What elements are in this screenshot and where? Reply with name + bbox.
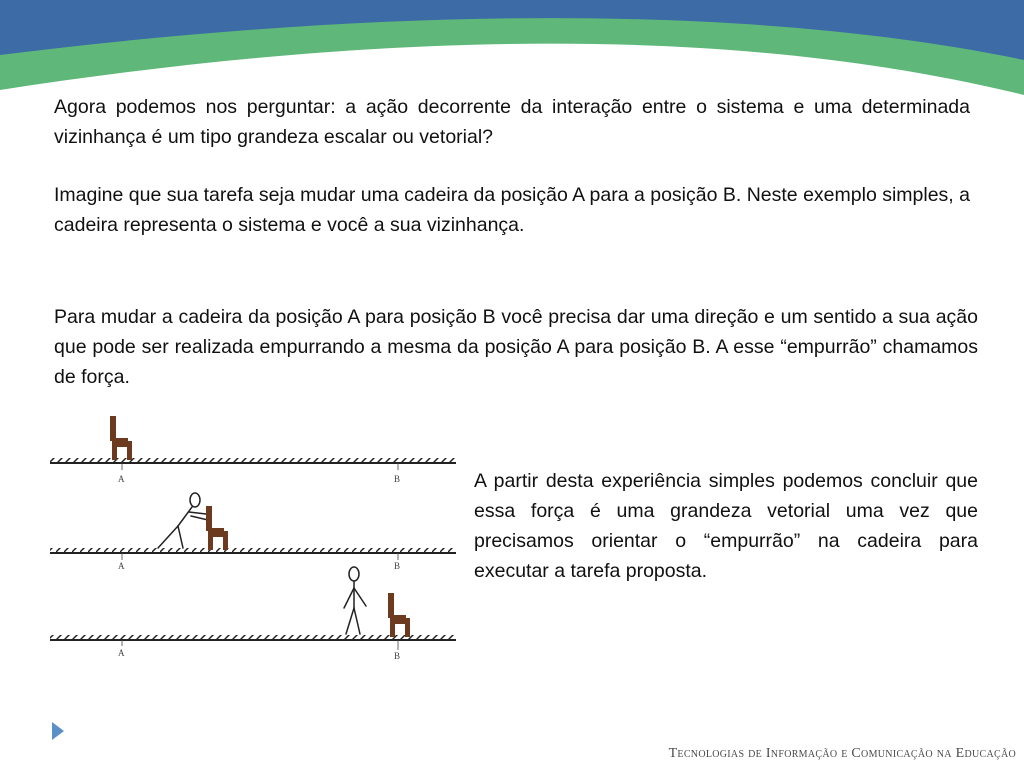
person-pushing-icon	[158, 493, 208, 548]
scene-2	[50, 493, 456, 571]
paragraph-task: Imagine que sua tarefa seja mudar uma cadeira da posição A para a posição B. Neste exemplo simples, a cadeira representa o sistema e você a sua vizinhança.	[54, 184, 970, 236]
person-standing-icon	[344, 567, 366, 634]
label-b-2: B	[394, 561, 401, 571]
paragraph-conclusion: A partir desta experiência simples podemos concluir que essa força é uma grandeza vetorial uma vez que precisamos orientar o “empurrão” na cadeira para executar a tarefa proposta.	[474, 470, 978, 582]
label-b-1: B	[394, 474, 401, 484]
label-b-3: B	[394, 651, 401, 661]
chair-1-icon	[110, 416, 132, 460]
label-a-3: A	[118, 648, 125, 658]
chair-3-icon	[388, 593, 410, 637]
label-a-2: A	[118, 561, 125, 571]
footer-title: Tecnologias de Informação e Comunicação na Educação	[668, 746, 1016, 761]
chair-2-icon	[206, 506, 228, 550]
scene-3	[50, 567, 456, 661]
paragraph-question: Agora podemos nos perguntar: a ação decorrente da interação entre o sistema e uma determinada vizinhança é um tipo grandeza escalar ou vetorial?	[54, 96, 970, 148]
chair-push-diagram	[48, 408, 460, 668]
label-a-1: A	[118, 474, 125, 484]
scene-1	[50, 416, 456, 484]
play-arrow-icon[interactable]	[50, 720, 66, 742]
paragraph-force: Para mudar a cadeira da posição A para posição B você precisa dar uma direção e um sentido a sua ação que pode ser realizada empurrando a mesma da posição A para posição B. A esse “empurrão” chamamos de força.	[54, 306, 978, 388]
